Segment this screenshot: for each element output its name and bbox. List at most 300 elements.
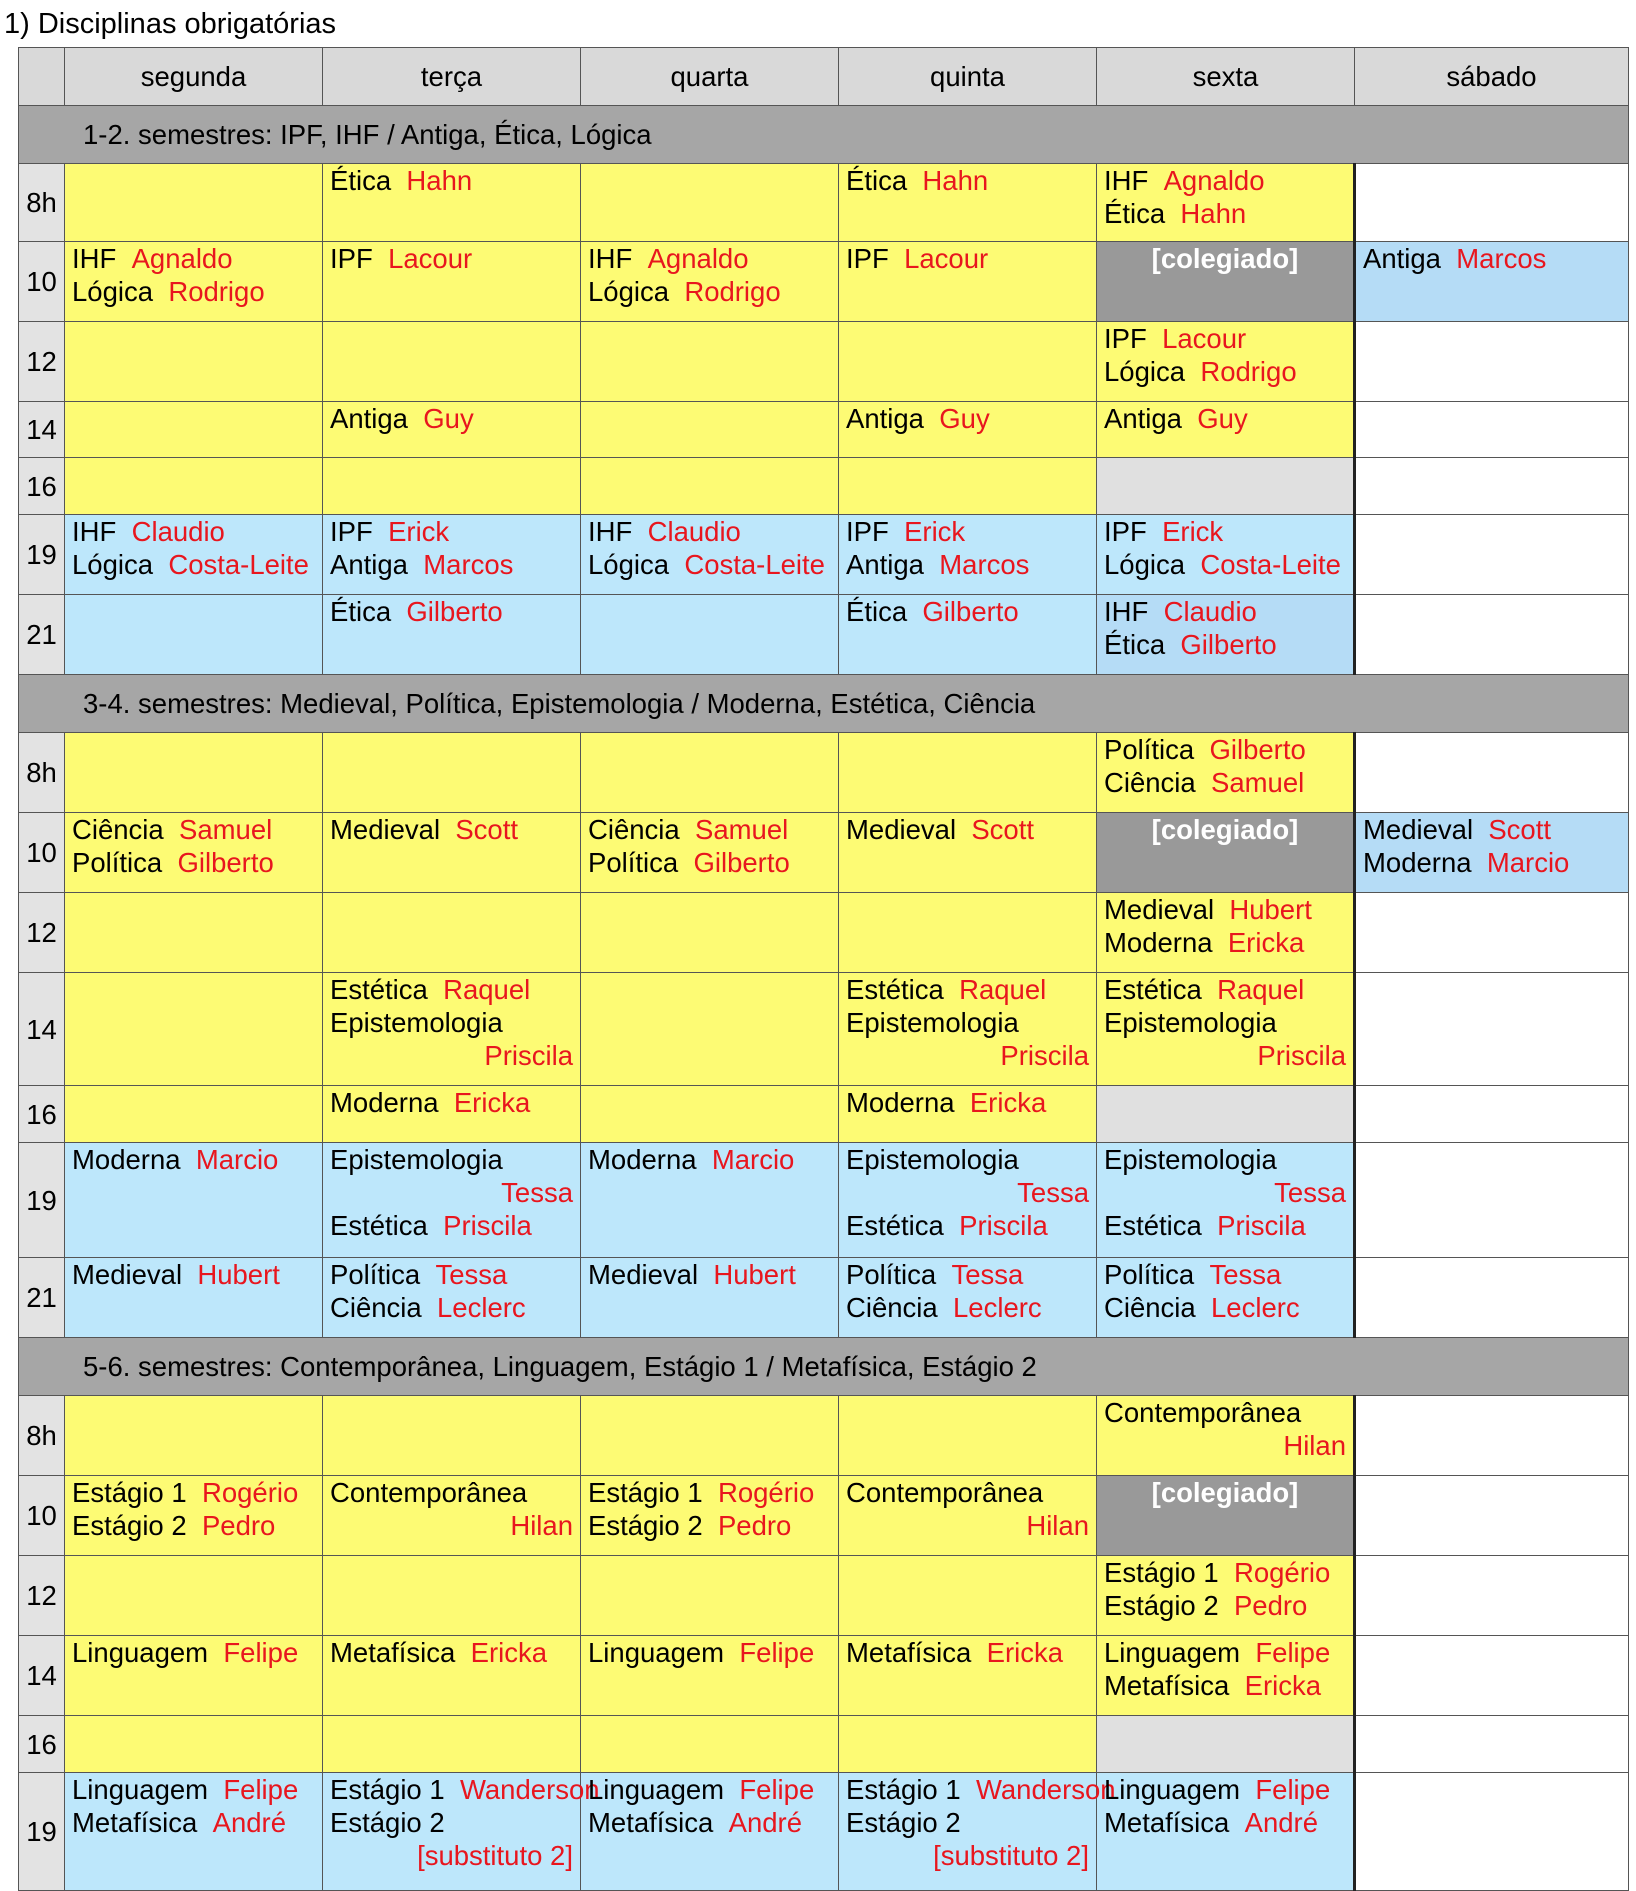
- course-line: [330, 242, 573, 275]
- schedule-cell: [839, 973, 1097, 1086]
- course-line: [330, 515, 573, 548]
- schedule-cell: [1355, 515, 1629, 595]
- course-name: Lógica: [588, 276, 670, 307]
- course-name: IPF: [846, 243, 889, 274]
- schedule-cell: [1355, 242, 1629, 322]
- course-name: Metafísica: [330, 1637, 456, 1668]
- professor-name: Claudio: [647, 516, 741, 547]
- course-line: [1104, 515, 1346, 548]
- course-line: [846, 1039, 1089, 1072]
- course-line: [588, 548, 831, 581]
- schedule-cell: [581, 733, 839, 813]
- course-name: Ética: [330, 596, 392, 627]
- professor-name: Costa-Leite: [684, 549, 825, 580]
- professor-name: Samuel: [695, 814, 789, 845]
- colegiado-cell: [colegiado]: [1097, 813, 1355, 893]
- professor-name: Agnaldo: [1163, 165, 1265, 196]
- course-name: Medieval: [846, 814, 957, 845]
- timetable: [18, 47, 1629, 1891]
- schedule-cell: [65, 813, 323, 893]
- schedule-cell: [1097, 595, 1355, 675]
- time-slot-label: 19: [19, 515, 65, 595]
- course-line: [1104, 1429, 1346, 1462]
- professor-name: Ericka: [1244, 1670, 1322, 1701]
- professor-name: Scott: [1488, 814, 1552, 845]
- schedule-cell: [839, 458, 1097, 515]
- schedule-cell: [839, 1396, 1097, 1476]
- professor-name: Guy: [1197, 403, 1248, 434]
- course-line: [846, 1806, 1089, 1839]
- schedule-cell: [65, 242, 323, 322]
- course-line: [72, 1476, 315, 1509]
- course-name: Antiga: [846, 549, 924, 580]
- schedule-cell: [1355, 458, 1629, 515]
- course-line: [330, 1839, 573, 1872]
- course-line: [846, 1773, 1116, 1806]
- schedule-cell: [1097, 515, 1355, 595]
- course-name: Linguagem: [588, 1774, 725, 1805]
- professor-name: Priscila: [443, 1210, 532, 1241]
- colegiado-cell: [colegiado]: [1097, 242, 1355, 322]
- schedule-cell: [1097, 322, 1355, 402]
- professor-name: Raquel: [959, 974, 1047, 1005]
- professor-name: Gilberto: [1209, 734, 1306, 765]
- course-line: [1104, 1291, 1346, 1324]
- course-line: [846, 813, 1089, 846]
- professor-name: Hahn: [406, 165, 473, 196]
- course-line: [1104, 1773, 1346, 1806]
- course-line: [1104, 548, 1346, 581]
- schedule-cell: [1355, 322, 1629, 402]
- schedule-cell: [839, 1636, 1097, 1716]
- schedule-cell: [323, 1258, 581, 1338]
- course-name: Política: [1104, 1259, 1195, 1290]
- course-line: [72, 1773, 315, 1806]
- schedule-cell: [323, 893, 581, 973]
- course-line: [330, 1806, 573, 1839]
- course-name: Lógica: [72, 276, 154, 307]
- course-name: Estética: [1104, 974, 1202, 1005]
- course-name: IHF: [72, 243, 117, 274]
- schedule-cell: [581, 595, 839, 675]
- course-name: Moderna: [330, 1087, 439, 1118]
- professor-name: Leclerc: [953, 1292, 1042, 1323]
- professor-name: Agnaldo: [131, 243, 233, 274]
- schedule-cell: [1097, 1086, 1355, 1143]
- colegiado-cell: [colegiado]: [1097, 1476, 1355, 1556]
- professor-name: Samuel: [179, 814, 273, 845]
- professor-name: Gilberto: [693, 847, 790, 878]
- professor-name: Rogério: [717, 1477, 815, 1508]
- course-name: Política: [588, 847, 679, 878]
- schedule-cell: [1355, 893, 1629, 973]
- day-header: terça: [323, 48, 581, 106]
- course-name: Metafísica: [588, 1807, 714, 1838]
- professor-name: Raquel: [1217, 974, 1305, 1005]
- course-name: Epistemologia: [1104, 1007, 1277, 1038]
- schedule-cell: [1355, 733, 1629, 813]
- course-name: Linguagem: [72, 1774, 209, 1805]
- course-name: IPF: [1104, 516, 1147, 547]
- schedule-cell: [581, 813, 839, 893]
- course-line: [588, 1143, 831, 1176]
- course-name: Epistemologia: [846, 1007, 1019, 1038]
- course-line: [846, 1143, 1089, 1176]
- course-name: Estágio 2: [1104, 1590, 1219, 1621]
- schedule-cell: [65, 1773, 323, 1891]
- schedule-cell: [839, 595, 1097, 675]
- professor-name: Felipe: [739, 1637, 815, 1668]
- course-line: [330, 813, 573, 846]
- professor-name: Priscila: [1257, 1040, 1346, 1071]
- time-row: [19, 402, 1629, 458]
- schedule-cell: [1355, 1773, 1629, 1891]
- course-line: [1104, 926, 1346, 959]
- course-name: Moderna: [846, 1087, 955, 1118]
- time-row: [19, 1556, 1629, 1636]
- course-name: Política: [72, 847, 163, 878]
- time-row: [19, 242, 1629, 322]
- time-row: [19, 515, 1629, 595]
- time-slot-label: 12: [19, 322, 65, 402]
- time-row: [19, 1258, 1629, 1338]
- course-name: IHF: [1104, 165, 1149, 196]
- course-name: Linguagem: [1104, 1637, 1241, 1668]
- schedule-cell: [581, 1086, 839, 1143]
- course-line: [1104, 1209, 1346, 1242]
- course-name: Metafísica: [846, 1637, 972, 1668]
- course-line: [1104, 1176, 1346, 1209]
- professor-name: Marcos: [423, 549, 514, 580]
- course-line: [1104, 164, 1346, 197]
- time-slot-label: 19: [19, 1143, 65, 1258]
- course-line: [1104, 973, 1346, 1006]
- course-name: Metafísica: [72, 1807, 198, 1838]
- schedule-cell: [323, 1556, 581, 1636]
- course-line: [1104, 1806, 1346, 1839]
- schedule-cell: [1355, 1636, 1629, 1716]
- course-name: IPF: [1104, 323, 1147, 354]
- course-name: Estágio 1: [1104, 1557, 1219, 1588]
- professor-name: Felipe: [739, 1774, 815, 1805]
- professor-name: Scott: [971, 814, 1035, 845]
- schedule-cell: [1355, 1086, 1629, 1143]
- schedule-cell: [1097, 973, 1355, 1086]
- course-line: [1104, 1589, 1346, 1622]
- course-line: [72, 275, 315, 308]
- course-line: [846, 242, 1089, 275]
- course-line: [330, 1006, 573, 1039]
- section-row: [19, 675, 1629, 733]
- course-line: [846, 1476, 1089, 1509]
- professor-name: André: [1244, 1807, 1318, 1838]
- professor-name: André: [728, 1807, 802, 1838]
- professor-name: Guy: [939, 403, 990, 434]
- time-row: [19, 733, 1629, 813]
- time-slot-label: 16: [19, 1716, 65, 1773]
- schedule-cell: [581, 893, 839, 973]
- schedule-cell: [581, 1476, 839, 1556]
- professor-name: Tessa: [501, 1177, 573, 1208]
- time-row: [19, 595, 1629, 675]
- professor-name: Hahn: [922, 165, 989, 196]
- professor-name: Ericka: [969, 1087, 1047, 1118]
- time-row: [19, 458, 1629, 515]
- schedule-cell: [323, 1773, 600, 1891]
- course-line: [72, 242, 315, 275]
- section-header: 3-4. semestres: Medieval, Política, Epistemologia / Moderna, Estética, Ciência: [19, 675, 1629, 733]
- schedule-cell: [1355, 1476, 1629, 1556]
- schedule-cell: [323, 1396, 581, 1476]
- professor-name: Tessa: [951, 1259, 1024, 1290]
- professor-name: Priscila: [959, 1210, 1048, 1241]
- schedule-cell: [323, 733, 581, 813]
- course-name: Política: [1104, 734, 1195, 765]
- schedule-cell: [65, 1258, 323, 1338]
- schedule-cell: [65, 733, 323, 813]
- schedule-cell: [1097, 1396, 1355, 1476]
- professor-name: Marcio: [711, 1144, 795, 1175]
- schedule-cell: [1097, 733, 1355, 813]
- course-line: [330, 1291, 573, 1324]
- time-slot-label: 14: [19, 973, 65, 1086]
- schedule-cell: [581, 1143, 839, 1258]
- schedule-cell: [839, 322, 1097, 402]
- course-line: [1104, 1006, 1346, 1039]
- schedule-cell: [1355, 1143, 1629, 1258]
- professor-name: Felipe: [223, 1774, 299, 1805]
- course-line: [72, 813, 315, 846]
- professor-name: Rodrigo: [168, 276, 265, 307]
- schedule-cell: [839, 1556, 1097, 1636]
- schedule-cell: [1097, 164, 1355, 242]
- schedule-cell: [1355, 813, 1629, 893]
- schedule-cell: [65, 1716, 323, 1773]
- timetable-body: [19, 106, 1629, 1891]
- schedule-cell: [1097, 893, 1355, 973]
- course-name: Antiga: [330, 403, 408, 434]
- professor-name: Hubert: [1229, 894, 1312, 925]
- course-line: [330, 1176, 573, 1209]
- course-name: Contemporânea: [846, 1477, 1044, 1508]
- day-header: quinta: [839, 48, 1097, 106]
- course-line: [1104, 628, 1346, 661]
- professor-name: Pedro: [201, 1510, 276, 1541]
- course-line: [330, 1258, 573, 1291]
- course-line: [72, 1509, 315, 1542]
- course-line: [846, 164, 1089, 197]
- course-name: Ciência: [330, 1292, 422, 1323]
- day-header: sábado: [1355, 48, 1629, 106]
- course-line: [330, 1143, 573, 1176]
- course-line: [588, 1636, 831, 1669]
- course-line: [1104, 595, 1346, 628]
- professor-name: [substituto 2]: [417, 1840, 573, 1871]
- schedule-cell: [581, 322, 839, 402]
- course-name: Medieval: [330, 814, 441, 845]
- course-name: Estágio 1: [588, 1477, 703, 1508]
- professor-name: Ericka: [470, 1637, 548, 1668]
- course-name: Estética: [330, 974, 428, 1005]
- schedule-cell: [839, 733, 1097, 813]
- course-name: Antiga: [1104, 403, 1182, 434]
- professor-name: Leclerc: [437, 1292, 526, 1323]
- course-name: Medieval: [588, 1259, 699, 1290]
- schedule-cell: [323, 813, 581, 893]
- course-line: [588, 275, 831, 308]
- time-row: [19, 1143, 1629, 1258]
- course-name: Estágio 1: [846, 1774, 961, 1805]
- course-line: [588, 1509, 831, 1542]
- professor-name: Ericka: [1227, 927, 1305, 958]
- professor-name: Scott: [455, 814, 519, 845]
- course-line: [846, 402, 1089, 435]
- course-name: Estágio 1: [330, 1774, 445, 1805]
- schedule-cell: [581, 164, 839, 242]
- professor-name: Hubert: [713, 1259, 796, 1290]
- course-line: [330, 548, 573, 581]
- time-row: [19, 1396, 1629, 1476]
- course-line: [846, 1258, 1089, 1291]
- course-name: Estética: [846, 1210, 944, 1241]
- time-slot-label: 12: [19, 1556, 65, 1636]
- schedule-cell: [581, 515, 839, 595]
- course-line: [1363, 846, 1621, 879]
- course-line: [72, 1143, 315, 1176]
- professor-name: Guy: [423, 403, 474, 434]
- course-line: [846, 1509, 1089, 1542]
- course-name: Moderna: [588, 1144, 697, 1175]
- course-name: Moderna: [72, 1144, 181, 1175]
- schedule-cell: [323, 1716, 581, 1773]
- course-line: [1104, 355, 1346, 388]
- schedule-cell: [323, 1086, 581, 1143]
- course-line: [330, 1773, 600, 1806]
- professor-name: Ericka: [453, 1087, 531, 1118]
- professor-name: Erick: [904, 516, 966, 547]
- course-line: [72, 1258, 315, 1291]
- course-line: [846, 1839, 1089, 1872]
- schedule-cell: [839, 1086, 1097, 1143]
- schedule-cell: [65, 1143, 323, 1258]
- course-name: Epistemologia: [846, 1144, 1019, 1175]
- schedule-cell: [839, 515, 1097, 595]
- time-slot-label: 16: [19, 1086, 65, 1143]
- schedule-cell: [65, 893, 323, 973]
- professor-name: Rogério: [1233, 1557, 1331, 1588]
- schedule-cell: [65, 1396, 323, 1476]
- course-line: [1104, 1636, 1346, 1669]
- course-line: [588, 1476, 831, 1509]
- schedule-cell: [323, 1143, 581, 1258]
- course-line: [72, 846, 315, 879]
- professor-name: Gilberto: [406, 596, 503, 627]
- course-line: [330, 1476, 573, 1509]
- time-row: [19, 1773, 1629, 1891]
- course-name: Epistemologia: [330, 1007, 503, 1038]
- time-row: [19, 322, 1629, 402]
- course-name: Medieval: [1363, 814, 1474, 845]
- course-line: [846, 1291, 1089, 1324]
- course-name: Linguagem: [1104, 1774, 1241, 1805]
- course-line: [588, 1773, 831, 1806]
- course-name: Linguagem: [588, 1637, 725, 1668]
- schedule-cell: [65, 458, 323, 515]
- professor-name: Agnaldo: [647, 243, 749, 274]
- time-slot-label: 14: [19, 1636, 65, 1716]
- day-header: sexta: [1097, 48, 1355, 106]
- course-name: IPF: [846, 516, 889, 547]
- professor-name: André: [212, 1807, 286, 1838]
- schedule-cell: [1097, 458, 1355, 515]
- professor-name: Costa-Leite: [1200, 549, 1341, 580]
- professor-name: Tessa: [1274, 1177, 1346, 1208]
- course-line: [72, 1636, 315, 1669]
- professor-name: Costa-Leite: [168, 549, 309, 580]
- professor-name: Rogério: [201, 1477, 299, 1508]
- professor-name: Marcos: [939, 549, 1030, 580]
- schedule-cell: [323, 322, 581, 402]
- professor-name: Felipe: [1255, 1637, 1331, 1668]
- professor-name: Pedro: [1233, 1590, 1308, 1621]
- schedule-cell: [1355, 1396, 1629, 1476]
- course-line: [72, 1806, 315, 1839]
- course-name: Contemporânea: [330, 1477, 528, 1508]
- professor-name: Hilan: [1283, 1430, 1346, 1461]
- course-line: [1104, 1143, 1346, 1176]
- professor-name: Marcio: [195, 1144, 279, 1175]
- time-slot-label: 8h: [19, 1396, 65, 1476]
- schedule-cell: [323, 1476, 581, 1556]
- schedule-cell: [323, 595, 581, 675]
- time-row: [19, 1716, 1629, 1773]
- schedule-cell: [65, 515, 323, 595]
- course-name: Lógica: [588, 549, 670, 580]
- schedule-cell: [1355, 164, 1629, 242]
- schedule-cell: [839, 1258, 1097, 1338]
- time-slot-label: 19: [19, 1773, 65, 1891]
- time-slot-label: 21: [19, 595, 65, 675]
- professor-name: Marcos: [1456, 243, 1547, 274]
- schedule-cell: [323, 402, 581, 458]
- professor-name: Gilberto: [1180, 629, 1277, 660]
- schedule-cell: [323, 973, 581, 1086]
- schedule-cell: [839, 402, 1097, 458]
- schedule-cell: [839, 1476, 1097, 1556]
- professor-name: Rodrigo: [684, 276, 781, 307]
- schedule-cell: [323, 1636, 581, 1716]
- schedule-cell: [1097, 1258, 1355, 1338]
- schedule-cell: [1355, 1556, 1629, 1636]
- professor-name: Lacour: [904, 243, 989, 274]
- schedule-cell: [1355, 1258, 1629, 1338]
- professor-name: Priscila: [1000, 1040, 1089, 1071]
- course-name: IHF: [588, 516, 633, 547]
- course-line: [846, 973, 1089, 1006]
- section-header: 5-6. semestres: Contemporânea, Linguagem, Estágio 1 / Metafísica, Estágio 2: [19, 1338, 1629, 1396]
- professor-name: Wanderson: [459, 1774, 600, 1805]
- schedule-cell: [581, 242, 839, 322]
- time-row: [19, 813, 1629, 893]
- course-name: Antiga: [846, 403, 924, 434]
- schedule-cell: [839, 893, 1097, 973]
- course-name: IPF: [330, 243, 373, 274]
- professor-name: Leclerc: [1211, 1292, 1300, 1323]
- course-line: [1104, 1669, 1346, 1702]
- course-name: Lógica: [72, 549, 154, 580]
- course-line: [330, 1636, 573, 1669]
- professor-name: [substituto 2]: [933, 1840, 1089, 1871]
